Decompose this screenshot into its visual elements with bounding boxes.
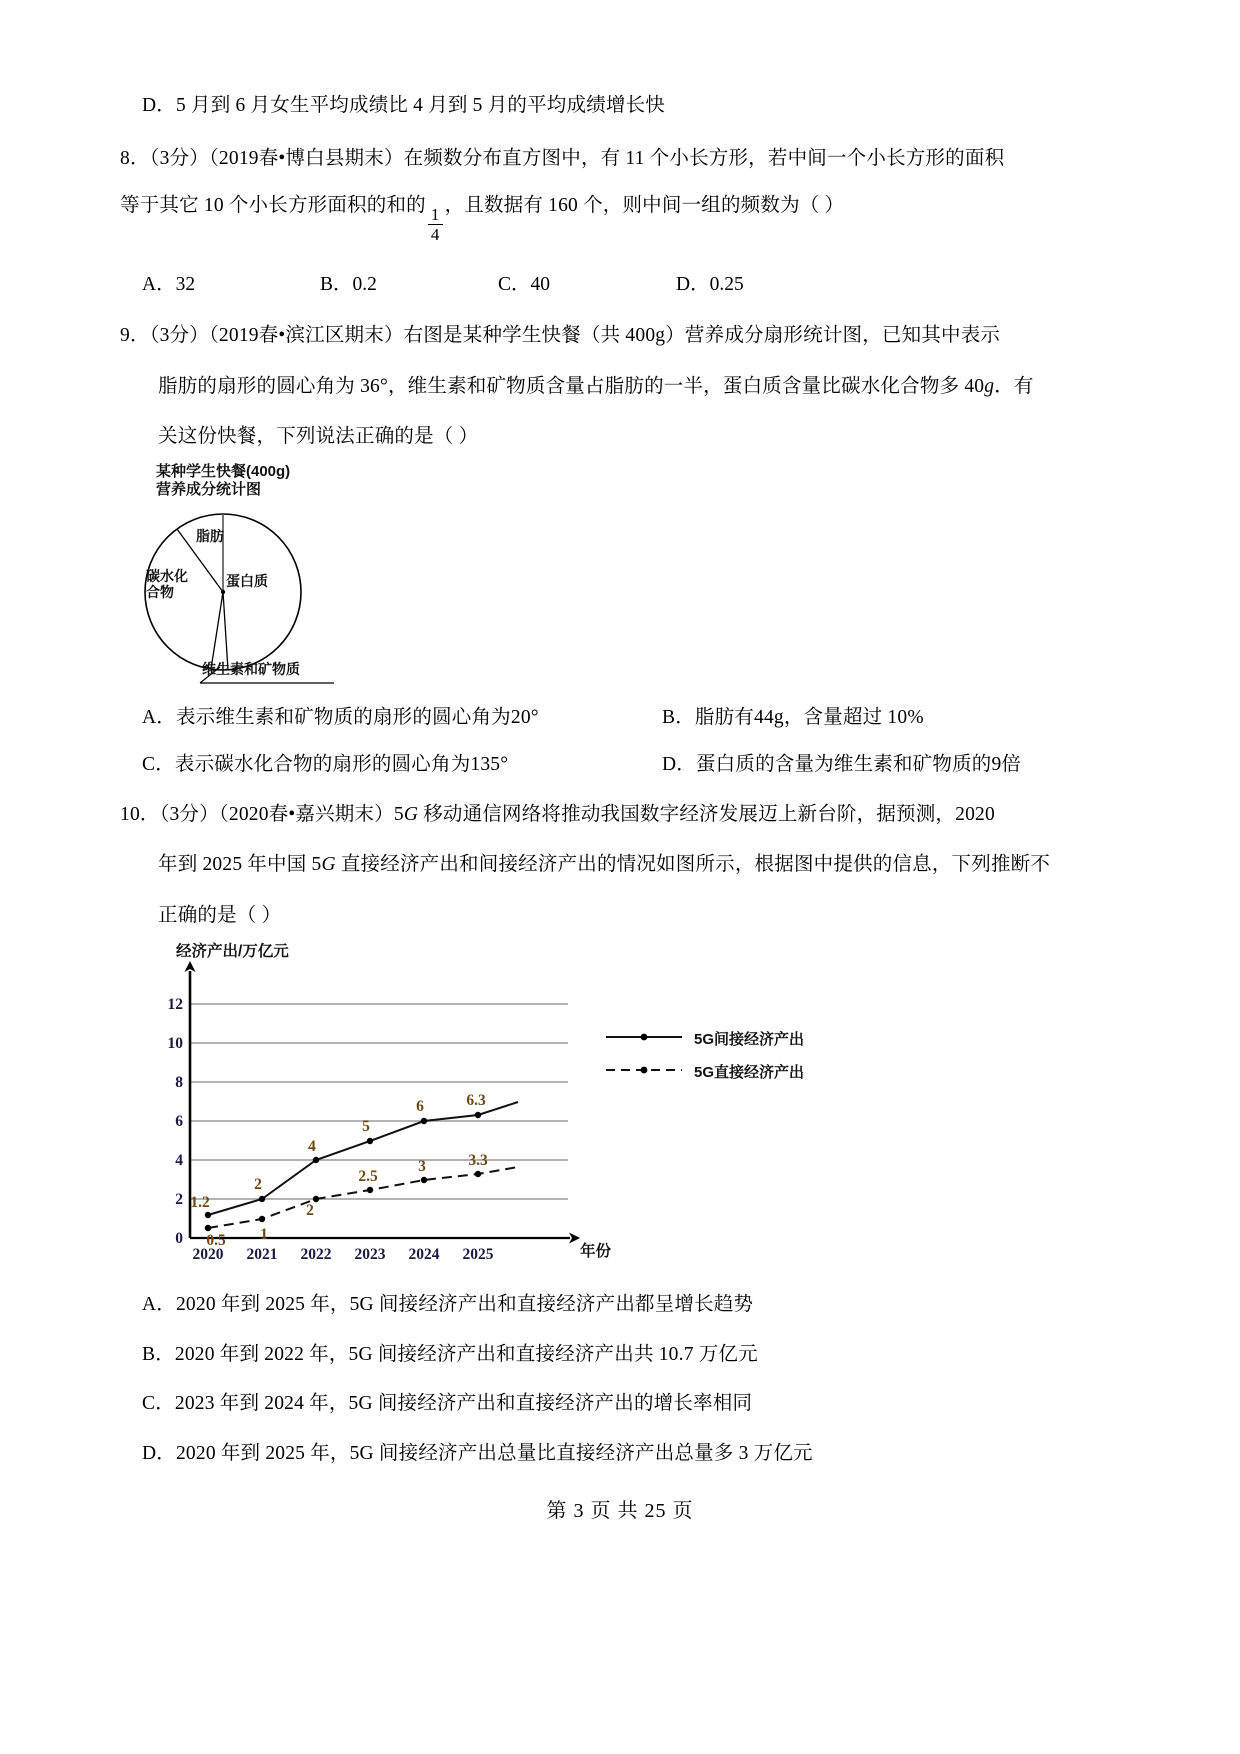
q8-option-b: B．0.2	[320, 274, 377, 296]
datalabel-indirect-2022: 4	[308, 1138, 316, 1156]
fraction-denominator: 4	[430, 225, 440, 245]
q10-text-line1b: 移动通信网络将推动我国数字经济发展迈上新台阶，据预测，2020	[418, 803, 995, 825]
q9-options-row2	[120, 755, 1120, 775]
q9-text-line2a: 脂肪的扇形的圆心角为 36°，维生素和矿物质含量占脂肪的一半，蛋白质含量比碳水化合物多 40	[158, 375, 985, 397]
q8-fraction	[428, 206, 443, 243]
q9-pie-figure	[138, 463, 468, 688]
q8-source: （2019春•博白县期末）	[208, 147, 404, 169]
q8-text-part1: 在频数分布直方图中，有 11 个小长方形，若中间一个小长方形的面积	[403, 147, 1005, 169]
q10-text-G2: G	[321, 854, 336, 876]
q9-option-b: B．脂肪有44g，含量超过 10%	[662, 706, 924, 728]
datalabel-direct-2020: 0.5	[206, 1232, 226, 1250]
q8-options-row	[120, 268, 1120, 296]
q10-source: （2020春•嘉兴期末）	[218, 803, 394, 825]
q10-text-5: 5	[393, 803, 404, 825]
q10-score: （3分）	[159, 803, 219, 825]
pie-label-carbohydrate	[146, 568, 188, 600]
x-tick-2024: 2024	[408, 1246, 440, 1264]
chart-legend	[606, 1034, 682, 1074]
q9-score: （3分）	[149, 325, 209, 347]
q10-option-a: A．2020 年到 2025 年，5G 间接经济产出和直接经济产出都呈增长趋势	[142, 1294, 754, 1316]
q8-text-part2a: 等于其它 10 个小长方形面积的和的	[120, 195, 426, 216]
pie-chart-title	[156, 463, 290, 500]
y-tick-4: 4	[175, 1152, 183, 1170]
y-tick-6: 6	[175, 1113, 183, 1131]
q9-option-d: D．蛋白质的含量为维生素和矿物质的9倍	[662, 754, 1022, 776]
q8-option-c: C．40	[498, 274, 551, 296]
q10-number: 10．	[120, 803, 160, 825]
datalabel-indirect-2023: 5	[362, 1118, 370, 1136]
q8-text-part2b: ，且数据有 160 个，则中间一组的频数为（ ）	[444, 195, 845, 216]
q10-option-c: C．2023 年到 2024 年，5G 间接经济产出和直接经济产出的增长率相同	[142, 1393, 753, 1415]
y-tick-labels	[168, 996, 184, 1247]
y-tick-8: 8	[175, 1074, 183, 1092]
q10-stem-line3: 正确的是（ ）	[158, 904, 282, 926]
pie-label-protein: 蛋白质	[226, 572, 268, 589]
x-axis-caption: 年份	[580, 1243, 612, 1261]
q9-stem-line2	[120, 377, 1120, 397]
q10-stem-line2	[120, 855, 1120, 875]
fraction-numerator: 1	[430, 205, 440, 225]
q9-text-line2b: ．有	[994, 375, 1034, 397]
x-tick-2022: 2022	[300, 1246, 332, 1264]
x-tick-labels	[193, 1246, 494, 1263]
legend-label-indirect: 5G间接经济产出	[694, 1031, 805, 1049]
x-tick-2020: 2020	[192, 1246, 224, 1264]
datalabel-direct-2023: 2.5	[358, 1168, 378, 1186]
pie-label-vitamin: 维生素和矿物质	[202, 660, 300, 677]
series-indirect-points	[205, 1112, 481, 1218]
pie-center-dot	[221, 590, 225, 594]
q10-option-d: D．2020 年到 2025 年，5G 间接经济产出总量比直接经济产出总量多 3 万亿元	[142, 1442, 813, 1464]
pie-radius-carb-end	[211, 592, 223, 669]
pie-label-fat: 脂肪	[196, 527, 224, 544]
q10-text-line2b: 直接经济产出和间接经济产出的情况如图所示，根据图中提供的信息，下列推断不	[335, 854, 1051, 876]
datalabel-indirect-2025: 6.3	[466, 1092, 486, 1110]
q10-line-chart-figure	[138, 939, 938, 1269]
q8-option-d: D．0.25	[676, 274, 744, 296]
q9-text-line1: 右图是某种学生快餐（共 400g）营养成分扇形统计图，已知其中表示	[403, 325, 1001, 347]
datalabel-indirect-2021: 2	[254, 1176, 262, 1194]
datalabel-direct-2021: 1	[260, 1226, 268, 1244]
x-tick-2021: 2021	[246, 1246, 278, 1264]
q10-stem-line1	[120, 805, 1120, 825]
page-footer: 第 3 页 共 25 页	[546, 1500, 694, 1522]
q10-text-G: G	[403, 803, 419, 825]
x-tick-2025: 2025	[462, 1246, 494, 1264]
line-chart-svg	[138, 939, 938, 1269]
y-axis-caption: 经济产出/万亿元	[176, 943, 289, 961]
y-tick-0: 0	[175, 1230, 183, 1248]
q7-option-d: D．5 月到 6 月女生平均成绩比 4 月到 5 月的平均成绩增长快	[142, 95, 666, 116]
datalabel-indirect-2024: 6	[416, 1098, 424, 1116]
datalabel-indirect-2020: 1.2	[190, 1194, 210, 1212]
q8-option-a: A．32	[142, 274, 196, 296]
q9-stem-line1	[120, 326, 1120, 346]
y-tick-2: 2	[175, 1191, 183, 1209]
q10-text-line2a: 年到 2025 年中国 5	[158, 854, 322, 876]
q9-option-a: A．表示维生素和矿物质的扇形的圆心角为20°	[142, 706, 539, 728]
q9-options-row1	[120, 708, 1120, 728]
q9-unit-g: g	[984, 375, 995, 397]
q8-stem-line1	[120, 149, 1120, 169]
pie-title-line2: 营养成分统计图	[156, 481, 262, 499]
pie-radius-vitamin-end	[223, 592, 228, 670]
q10-option-b: B．2020 年到 2022 年，5G 间接经济产出和直接经济产出共 10.7 万亿元	[142, 1343, 758, 1365]
legend-marker-direct	[641, 1067, 648, 1074]
q9-stem-line3: 关这份快餐，下列说法正确的是（ ）	[158, 426, 479, 448]
q8-number: 8．	[120, 147, 150, 169]
x-tick-2023: 2023	[354, 1246, 386, 1264]
datalabel-direct-2025: 3.3	[468, 1152, 488, 1170]
q9-number: 9．	[120, 325, 150, 347]
pie-title-line1: 某种学生快餐(400g)	[156, 462, 291, 480]
datalabel-direct-2024: 3	[418, 1158, 426, 1176]
q9-option-c: C．表示碳水化合物的扇形的圆心角为135°	[142, 754, 509, 776]
series-direct-datalabels	[206, 1152, 488, 1249]
legend-label-direct: 5G直接经济产出	[694, 1064, 805, 1082]
pie-label-carb-line2: 合物	[146, 583, 174, 600]
q9-source: （2019春•滨江区期末）	[208, 325, 404, 347]
q8-stem-line2	[120, 196, 1120, 243]
pie-label-carb-line1: 碳水化	[146, 567, 188, 584]
legend-marker-indirect	[641, 1034, 648, 1041]
q8-score: （3分）	[149, 147, 209, 169]
y-tick-12: 12	[167, 996, 183, 1014]
y-tick-10: 10	[167, 1035, 183, 1053]
datalabel-direct-2022: 2	[306, 1202, 314, 1220]
